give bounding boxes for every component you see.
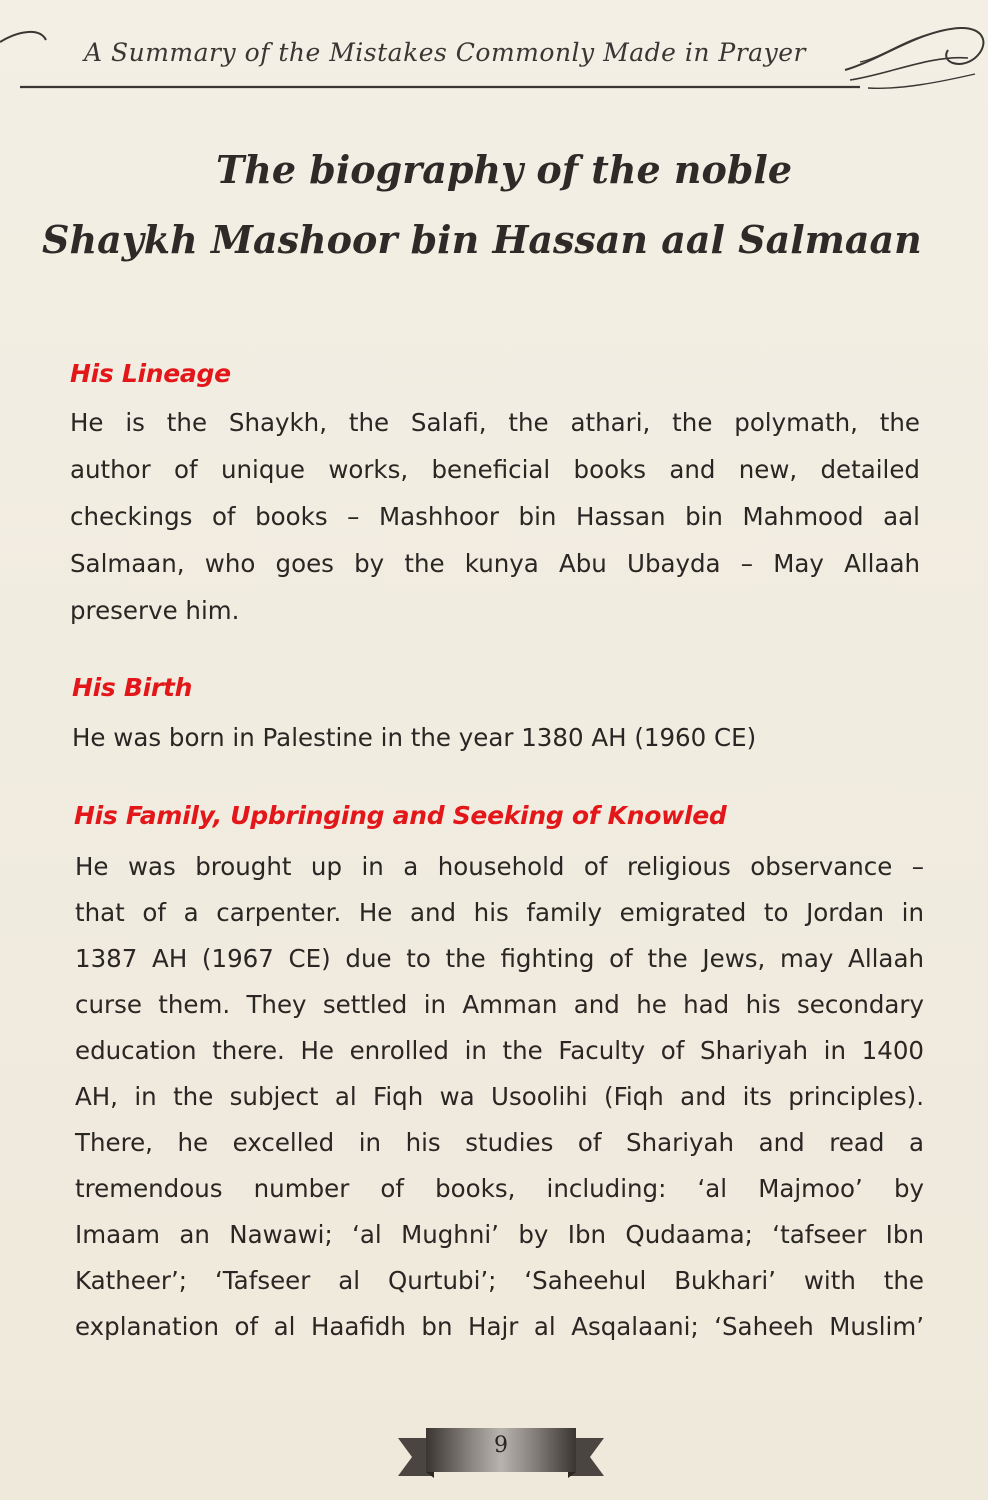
paragraph-birth [72, 714, 922, 761]
chapter-title-line-2: Shaykh Mashoor bin Hassan aal Salmaan [42, 217, 922, 262]
lineage-line-4: Salmaan, who goes by the kunya Abu Ubayda – May Allaah [70, 549, 920, 578]
heading-lineage: His Lineage [70, 359, 231, 388]
heading-family: His Family, Upbringing and Seeking of Knowled [74, 801, 727, 830]
birth-line-1: He was born in Palestine in the year 1380 AH (1960 CE) [72, 723, 757, 752]
lineage-line-3: checkings of books – Mashhoor bin Hassan bin Mahmood aal [70, 502, 920, 531]
lineage-line-5: preserve him. [70, 596, 240, 625]
running-header [0, 0, 988, 100]
lineage-line-2: author of unique works, beneficial books and new, detailed [70, 455, 920, 484]
chapter-title-line-1: The biography of the noble [215, 147, 793, 192]
page-number-banner [396, 1420, 606, 1486]
family-line-9: Imaam an Nawawi; ‘al Mughni’ by Ibn Qudaama; ‘tafseer Ibn [75, 1220, 924, 1249]
family-line-4: curse them. They settled in Amman and he had his secondary [75, 990, 924, 1019]
family-line-10: Katheer’; ‘Tafseer al Qurtubi’; ‘Saheehul Bukhari’ with the [75, 1266, 924, 1295]
page-number: 9 [494, 1433, 508, 1458]
heading-birth: His Birth [72, 673, 193, 702]
running-title: A Summary of the Mistakes Commonly Made in Prayer [84, 38, 806, 67]
family-line-5: education there. He enrolled in the Faculty of Shariyah in 1400 [75, 1036, 924, 1065]
family-line-6: AH, in the subject al Fiqh wa Usoolihi (Fiqh and its principles). [75, 1082, 924, 1111]
family-line-7: There, he excelled in his studies of Shariyah and read a [75, 1128, 924, 1157]
lineage-line-1: He is the Shaykh, the Salafi, the athari, the polymath, the [70, 408, 920, 437]
family-line-3: 1387 AH (1967 CE) due to the fighting of the Jews, may Allaah [75, 944, 924, 973]
paragraph-lineage [70, 399, 920, 634]
family-line-8: tremendous number of books, including: ‘al Majmoo’ by [75, 1174, 924, 1203]
family-line-11: explanation of al Haafidh bn Hajr al Asqalaani; ‘Saheeh Muslim’ [75, 1312, 924, 1341]
family-line-2: that of a carpenter. He and his family emigrated to Jordan in [75, 898, 924, 927]
family-line-1: He was brought up in a household of religious observance – [75, 852, 924, 881]
paragraph-family [75, 844, 924, 1350]
